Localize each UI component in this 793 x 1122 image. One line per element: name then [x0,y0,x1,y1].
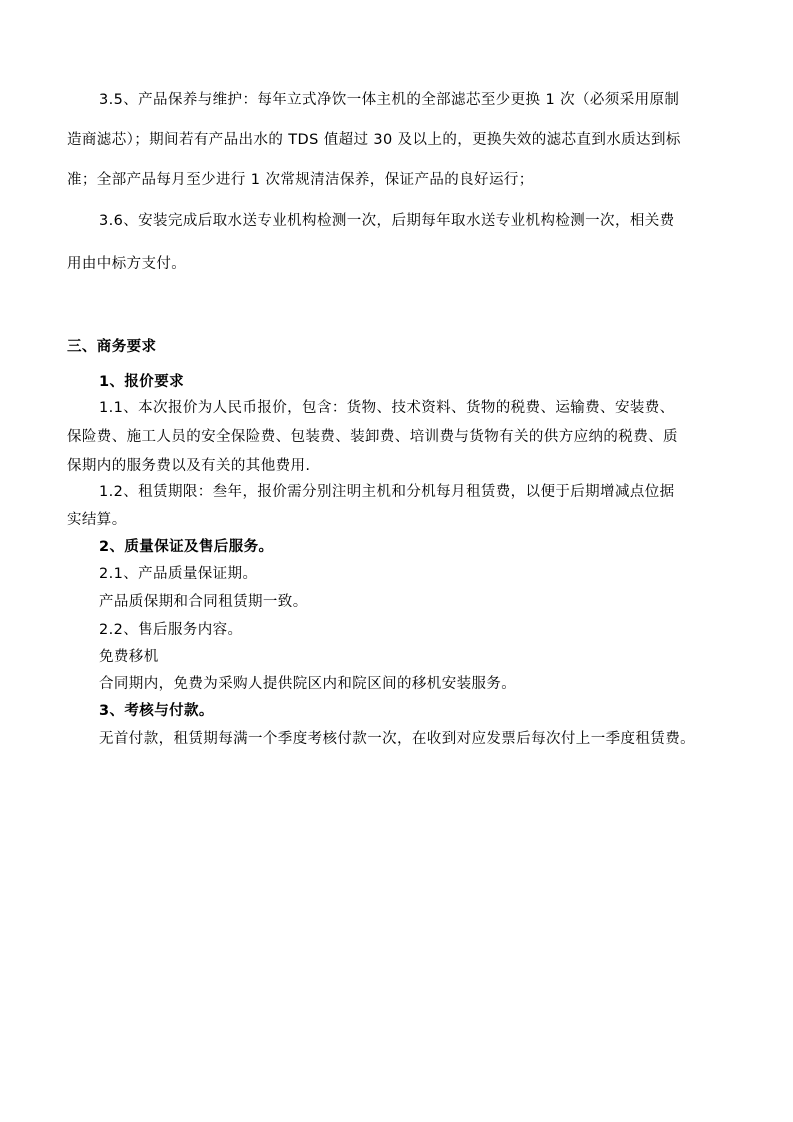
item-3-6-line-2: 用由中标方支付。 [67,256,187,272]
payment-text: 无首付款，租赁期每满一个季度考核付款一次，在收到对应发票后每次付上一季度租赁费。 [99,731,695,747]
subheading-assessment-and-payment: 3、考核与付款。 [99,703,214,719]
item-1-2-line-1: 1.2、租赁期限：叁年，报价需分别注明主机和分机每月租赁费，以便于后期增减点位据 [99,484,675,500]
item-2-2: 2.2、售后服务内容。 [99,622,243,638]
item-1-1-line-2: 保险费、施工人员的安全保险费、包装费、装卸费、培训费与货物有关的供方应纳的税费、质 [67,429,678,445]
section-heading-business-requirements: 三、商务要求 [67,339,157,355]
item-3-6-line-1: 3.6、安装完成后取水送专业机构检测一次，后期每年取水送专业机构检测一次，相关费 [99,213,675,229]
item-2-1-text: 产品质保期和合同租赁期一致。 [99,594,308,610]
free-relocation-text: 合同期内，免费为采购人提供院区内和院区间的移机安装服务。 [99,676,517,692]
item-3-5-line-3: 准；全部产品每月至少进行 1 次常规清洁保养，保证产品的良好运行； [67,172,534,188]
item-3-5-line-2: 造商滤芯）；期间若有产品出水的 TDS 值超过 30 及以上的，更换失效的滤芯直到水质达到标 [67,132,681,148]
subheading-quality-and-service: 2、质量保证及售后服务。 [99,539,274,555]
free-relocation-title: 免费移机 [99,649,159,665]
item-2-1: 2.1、产品质量保证期。 [99,566,258,582]
item-1-2-line-2: 实结算。 [67,512,127,528]
item-1-1-line-3: 保期内的服务费以及有关的其他费用. [67,458,311,474]
subheading-quotation: 1、报价要求 [99,374,184,390]
item-1-1-line-1: 1.1、本次报价为人民币报价，包含：货物、技术资料、货物的税费、运输费、安装费、 [99,400,675,416]
item-3-5-line-1: 3.5、产品保养与维护：每年立式净饮一体主机的全部滤芯至少更换 1 次（必须采用原制 [99,92,680,108]
